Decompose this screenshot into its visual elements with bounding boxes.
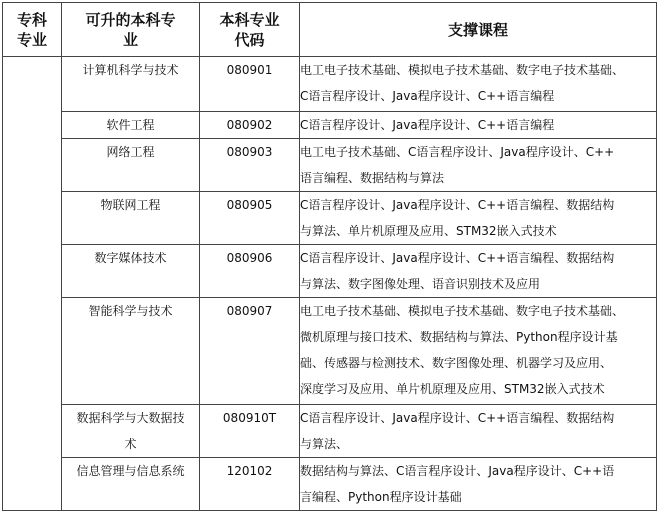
bachelor-major-cell: 软件工程 bbox=[62, 112, 200, 139]
table-row bbox=[3, 57, 657, 112]
header-row bbox=[3, 3, 657, 57]
header-major-code: 本科专业 代码 bbox=[200, 3, 300, 57]
vocational-major-cell bbox=[3, 57, 62, 511]
major-code-cell: 120102 bbox=[200, 458, 300, 511]
major-code-cell: 080903 bbox=[200, 139, 300, 192]
major-code-cell: 080907 bbox=[200, 298, 300, 405]
courses-cell: 电工电子技术基础、模拟电子技术基础、数字电子技术基础、 微机原理与接口技术、数据结构与算法、Python程序设计基 础、传感器与检测技术、数字图像处理、机器学习及应用、 深度学习及应用、单片机原理及应用、STM32嵌入式技术 bbox=[300, 298, 657, 405]
header-supporting-courses: 支撑课程 bbox=[300, 3, 657, 57]
bachelor-major-cell: 数字媒体技术 bbox=[62, 245, 200, 298]
header-vocational-major: 专科 专业 bbox=[3, 3, 62, 57]
table-row bbox=[3, 458, 657, 511]
bachelor-major-cell: 数据科学与大数据技 术 bbox=[62, 405, 200, 458]
courses-cell: C语言程序设计、Java程序设计、C++语言编程、数据结构 与算法、 bbox=[300, 405, 657, 458]
major-code-cell: 080906 bbox=[200, 245, 300, 298]
courses-cell: C语言程序设计、Java程序设计、C++语言编程、数据结构 与算法、单片机原理及应用、STM32嵌入式技术 bbox=[300, 192, 657, 245]
courses-cell: C语言程序设计、Java程序设计、C++语言编程 bbox=[300, 112, 657, 139]
bachelor-major-cell: 计算机科学与技术 bbox=[62, 57, 200, 112]
major-code-cell: 080901 bbox=[200, 57, 300, 112]
table-row bbox=[3, 139, 657, 192]
bachelor-major-cell: 信息管理与信息系统 bbox=[62, 458, 200, 511]
courses-cell: C语言程序设计、Java程序设计、C++语言编程、数据结构 与算法、数字图像处理、语音识别技术及应用 bbox=[300, 245, 657, 298]
courses-cell: 电工电子技术基础、模拟电子技术基础、数字电子技术基础、 C语言程序设计、Java程序设计、C++语言编程 bbox=[300, 57, 657, 112]
header-bachelor-major: 可升的本科专 业 bbox=[62, 3, 200, 57]
bachelor-major-cell: 物联网工程 bbox=[62, 192, 200, 245]
courses-cell: 数据结构与算法、C语言程序设计、Java程序设计、C++语 言编程、Python程序设计基础 bbox=[300, 458, 657, 511]
major-code-cell: 080905 bbox=[200, 192, 300, 245]
table-row bbox=[3, 245, 657, 298]
table-row bbox=[3, 298, 657, 405]
table-row bbox=[3, 405, 657, 458]
bachelor-major-cell: 网络工程 bbox=[62, 139, 200, 192]
table-row bbox=[3, 192, 657, 245]
courses-cell: 电工电子技术基础、C语言程序设计、Java程序设计、C++ 语言编程、数据结构与算法 bbox=[300, 139, 657, 192]
bachelor-major-cell: 智能科学与技术 bbox=[62, 298, 200, 405]
course-mapping-table bbox=[2, 2, 657, 511]
major-code-cell: 080910T bbox=[200, 405, 300, 458]
major-code-cell: 080902 bbox=[200, 112, 300, 139]
table-row bbox=[3, 112, 657, 139]
